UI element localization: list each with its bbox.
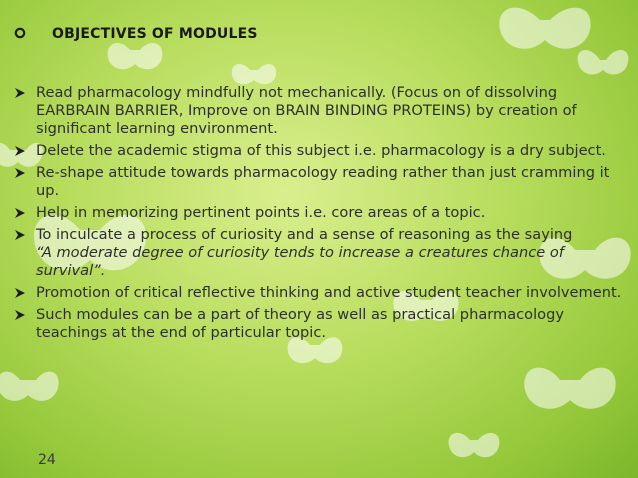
quote-text: “A moderate degree of curiosity tends to increase a creatures chance of survival”. bbox=[36, 244, 564, 279]
list-item-text: To inculcate a process of curiosity and a sense of reasoning as the saying bbox=[36, 226, 573, 243]
arrow-bullet-icon bbox=[14, 207, 26, 219]
page-number: 24 bbox=[38, 452, 56, 468]
list-item bbox=[14, 306, 626, 342]
arrow-bullet-icon bbox=[14, 287, 26, 299]
list-item bbox=[14, 204, 626, 222]
list-item bbox=[14, 84, 626, 138]
arrow-bullet-icon bbox=[14, 145, 26, 157]
list-item bbox=[14, 226, 626, 280]
list-item bbox=[14, 142, 626, 160]
list-item-text: Read pharmacology mindfully not mechanically. (Focus on of dissolving EARBRAIN BARRIER, Improve on BRAIN BINDING PROTEINS) by creation of significant learning environment. bbox=[36, 84, 577, 137]
heading-text: OBJECTIVES OF MODULES bbox=[52, 26, 258, 42]
list-item bbox=[14, 284, 626, 302]
arrow-bullet-icon bbox=[14, 167, 26, 179]
list-item-text: Delete the academic stigma of this subject i.e. pharmacology is a dry subject. bbox=[36, 142, 606, 159]
list-item-text: Re-shape attitude towards pharmacology reading rather than just cramming it up. bbox=[36, 164, 610, 199]
list-item-text: Such modules can be a part of theory as well as practical pharmacology teachings at the end of particular topic. bbox=[36, 306, 564, 341]
list-item-text: Promotion of critical reflective thinking and active student teacher involvement. bbox=[36, 284, 622, 301]
objectives-list bbox=[14, 84, 626, 346]
arrow-bullet-icon bbox=[14, 309, 26, 321]
list-item-text: Help in memorizing pertinent points i.e. core areas of a topic. bbox=[36, 204, 486, 221]
list-item bbox=[14, 164, 626, 200]
arrow-bullet-icon bbox=[14, 229, 26, 241]
arrow-bullet-icon bbox=[14, 87, 26, 99]
circle-bullet-icon bbox=[14, 27, 26, 39]
